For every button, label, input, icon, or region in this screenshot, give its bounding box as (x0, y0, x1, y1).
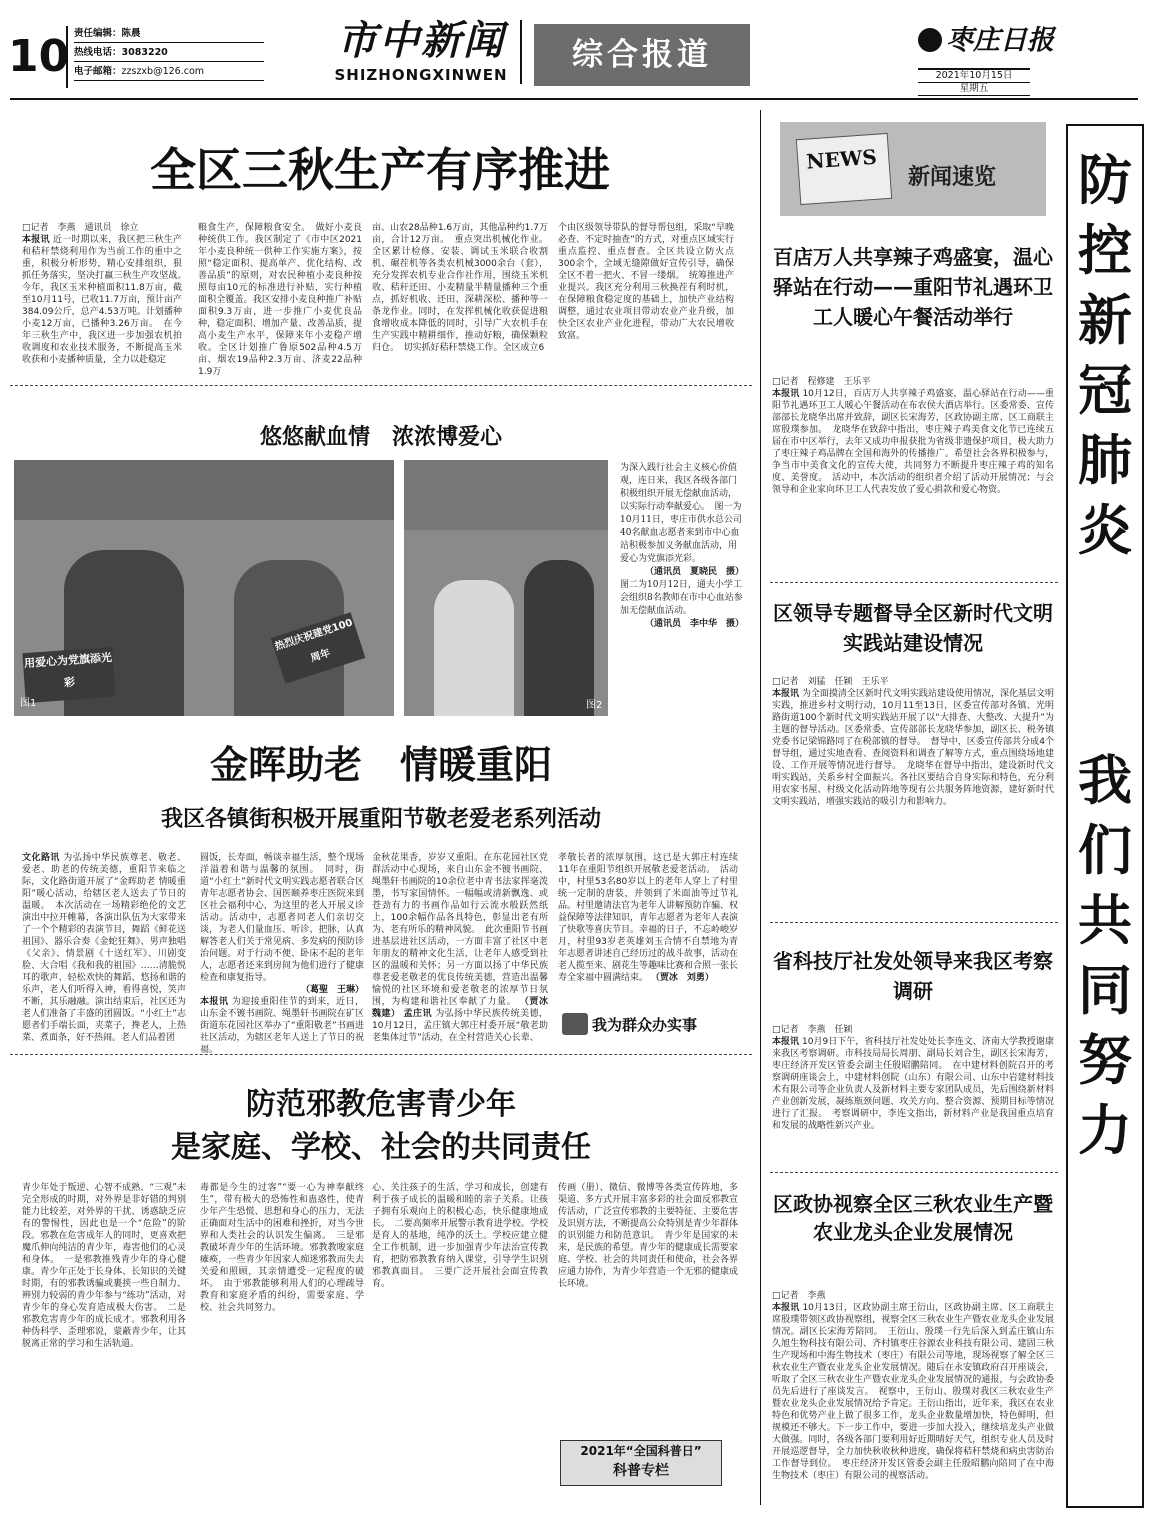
brand-pinyin: SHIZHONGXINWEN (334, 66, 508, 84)
story2-subhead: 我区各镇街积极开展重阳节敬老爱老系列活动 (160, 807, 601, 832)
paper-logo-icon (918, 28, 942, 52)
story3-col2: 毒都是今生的过客”“要一心为神奉献终生”，带有极大的恐怖性和蛊惑性，使青少年产生恐慌、思想和身心的压力，无法正确面对生活中的困难和挫折，对当今世界和人类社会的认识发生偏离。 三是邪教破坏青少年的生活环境。邪教教唆家庭瘫痪，一些青少年因家人痴迷邪教而失去关爱和照顾，其亲情遭受一定程度的破坏。 由于邪教能够利用人们的心理疏导教育和家庭矛盾的纠纷，需要家庭、学校、社会共同努力。 (200, 1183, 364, 1313)
news-item4-headline: 区政协视察全区三秋农业生产暨农业龙头企业发展情况 (773, 1192, 1053, 1244)
page-number: 10 (8, 26, 68, 88)
brand-logo (326, 16, 516, 84)
slogan-char: 冠 (1078, 359, 1132, 422)
slogan-char: 同 (1078, 959, 1132, 1022)
story2-col3 (372, 852, 557, 1044)
masthead-info (74, 26, 264, 83)
news-item1-text: 10月12日，百店万人共享辣子鸡盛宴，温心驿站在行动——重阳节礼遇环卫工人暖心午餐活动在布农侯大酒店举行。区委常委、宣传部部长龙晓华出席并致辞，副区长宋海芳，区政协副主席、区工商联主席殷璞参加。 龙晓华在致辞中指出，枣庄辣子鸡美食文化节已连续五届在市中区举行，去年又成功申报获批为省级非遗保护项目，极大助力了枣庄辣子鸡品牌在全国和海外的传播推广。希望社会各界积极参与，争当市中美食文化的宣传大使，共同努力不断提升枣庄辣子鸡的知名度、美誉度。 活动中，本次活动的组织者介绍了活动开展情况；与会领导和企业家向环卫工人代表发放了爱心捐款和爱心物资。 (772, 389, 1054, 495)
story3-headline1: 防范邪教危害青少年 (246, 1087, 516, 1122)
slogan-char: 力 (1078, 1099, 1132, 1162)
story1-col2: 粮食生产，保障粮食安全。 做好小麦良种统供工作。我区制定了《市中区2021年小麦良种统一供种工作实施方案》，按照“稳定面积、提高单产、优化结构、改善品质”的原则，对农民种植小麦良种按照每亩10元的标准进行补贴，实行种植面积全覆盖。我区安排小麦良种推广补贴面积9.3万亩，进一步推广小麦优良品种，稳定面积、增加产量、改善品质，提高小麦生产水平，保障来年小麦稳产增收。全区计划推广鲁原502品种4.5万亩、烟农19品种2.3万亩、济麦22品种1.9万 (198, 223, 362, 377)
story1-text1: 近一时期以来，我区把三秋生产和秸秆禁烧利用作为当前工作的重中之重，积极分析形势，精心安排组织，狠抓任务落实，坚决打赢三秋生产攻坚战。 今年，我区玉米种植面积11.8万亩，截至10月11号，已收11.7万亩，预计亩产384.09公斤，总产4.53万吨。计划播种小麦12万亩，已播种3.26万亩。 在今年三秋生产中，我区进一步加强农机拍收调度和农业技术服务，不断提高玉米收获和小麦播种质量，全力以赴稳定 (22, 235, 192, 365)
caption-credit2: （通讯员 李中华 摄） (644, 619, 744, 629)
editor-label: 责任编辑： (74, 28, 122, 39)
editor-name: 陈晨 (121, 28, 141, 39)
story1-byline: □记者 李燕 通讯员 徐立 (22, 223, 139, 233)
story1-col3: 亩、山农28品种1.6万亩，其他品种约1.7万亩，合计12万亩。 重点突出机械化作业。全区累计检修、安装、调试玉米联合收割机、碾茬机等各类农机械3000余台（套），充分发挥农机专业合作社作用，围绕玉米机收、秸秆还田、小麦精量半精量播种三个重点，抓好机收、还田、深耕深松、播种等一条龙作业。同时，在发挥机械化收获促进粮食增收成本降低的同时，引导广大农机手在生产实践中精耕细作，推动好粮，确保颗粒归仓。 切实抓好秸秆禁烧工作。全区成立6 (372, 223, 548, 353)
paper-logo (918, 24, 1128, 58)
brand-cn: 市中新闻 (337, 17, 505, 64)
kepu-badge (560, 1440, 722, 1486)
news-item1-body (772, 376, 1054, 572)
news-label: NEWS (805, 144, 878, 174)
email: zzszxb@126.com (121, 66, 205, 77)
slogan-char: 炎 (1078, 499, 1132, 562)
slogan-char: 控 (1078, 219, 1132, 282)
photo-1 (14, 460, 394, 716)
story2-badge (562, 1010, 738, 1040)
header-rule (10, 98, 1138, 100)
story2-lead1: 文化路讯 (22, 853, 60, 863)
kepu-line2: 科普专栏 (613, 1463, 669, 1479)
story2-col4 (558, 852, 738, 1002)
news-item2-text: 为全面摸清全区新时代文明实践站建设使用情况，深化基层文明实践，推进乡村文明行动，10月11至13日，区委宣传部对各镇、光明路街道100个新时代文明实践站开展了以“大排查、大整改、大提升”为主题的督导活动。区委常委、宣传部部长龙晓华参加，副区长、税务镇党委书记梁锦路同了在税部镇的督导。 督导中，区委宣传部共分成4个督导组，通过实地查看、查阅资料和调查了解等方式，重点围绕场地建设、工作开展等情况进行督导。 龙晓华在督导中指出，建设新时代文明实践站，关系乡村全面振兴。各社区要结合自身实际和特色，充分利用农家书屋、村级文化活动阵地等现有公共服务阵地资源，建好新时代文明实践站，增强实践站的吸引力和影响力。 (772, 689, 1054, 807)
story2-headline: 金晖助老 情暖重阳 (209, 743, 552, 787)
vertical-slogan (1066, 124, 1144, 1508)
news-item3-lead: 本报讯 (772, 1037, 800, 1047)
story2-credit4: （贾冰 魏建） (372, 997, 557, 1019)
divider (770, 922, 1058, 923)
news-item2-lead: 本报讯 (772, 689, 800, 699)
news-title: 新闻速览 (908, 165, 997, 190)
slogan-char: 肺 (1078, 429, 1132, 492)
divider (770, 582, 1058, 583)
news-item3-body (772, 1024, 1054, 1164)
hotline: 3083220 (121, 47, 168, 58)
story2-text6: 孝敬长者的浓厚氛围，这已是大郭庄村连续11年在重阳节组织开展敬老爱老活动。 活动中，村里53名80岁以上的老年人穿上了村里统一定制的唐装，并领到了米面油等过节礼品。村里邀请法官为老年人讲解预防诈骗、权益保障等法律知识，青年志愿者为老年人表演了快歌等喜庆节目。幸福的日子，不忘岭峻岁月，村里93岁老英雄刘玉合情不自禁地为青年志愿者讲述自己经历过的战斗故事，活动在老人揽至来、剧花生等趣味比赛和合照一张长寿全家福中圆满结束。 (558, 853, 739, 983)
photo-story-headline: 悠悠献血情 浓浓博爱心 (259, 425, 502, 450)
section-title: 综合报道 (534, 24, 750, 86)
photo2-tag: 图2 (586, 700, 603, 711)
story2-text1: 为弘扬中华民族尊老、敬老、爱老、助老的传统美德，重阳节来临之际，文化路街道开展了“金晖助老 情暖重阳”暖心活动，给辖区老人送去了节日的温暖。 本次活动在一场精彩绝伦的文艺演出中拉开帷幕，各演出队伍为大家带来了一个个精彩的表演节目，舞蹈《鲜花送祖国》、器乐合奏《金蛇狂舞》、男声独唱《父亲》、情景剧《十送红军》、川剧变脸、大合唱《我和我的祖国》……清脆悦耳的歌声、轻松欢快的舞蹈、悠扬和谐的乐声，老人们听得入神，看得喜悦，笑声不断，其乐融融。演出结束后，社区还为老人们准备了丰盛的团圆饭。“小红土”志愿者们手端长面，夹菜子，搀老人，上热菜、煮面条，好不热闹。老人们品着团 (22, 853, 186, 1043)
story2-credit2: （葛聖 王琳） (300, 985, 364, 995)
story3-col1: 青少年处于叛逆、心智不成熟、“三观”未完全形成的时期，对外界是非好错的判别能力比较差，对外界的干扰、诱惑缺乏应有的警惕性，因此也是一个“危险”的阶段。邪教在危害成年人的同时，更喜欢把魔爪伸向纯洁的青少年，毒害他们的心灵和身体。 一是邪教推残青少年的身心健康。青少年正处于长身体、长知识的关键时期，有的邪教诱骗或裹挟一些自制力、辨别力较弱的青少年参与“练功”活动，对青少年的身心发育造成极大伤害。 二是邪教危害青少年的成长成才。邪教利用各种伪科学、歪理邪说，蒙蔽青少年，让其脱离正常的学习和生活轨道。 (22, 1183, 186, 1349)
news-item4-text: 10月13日，区政协副主席王衍山，区政协副主席、区工商联主席殷璞带领区政协视察组，视察全区三秋农业生产暨农业龙头企业发展情况。副区长宋海芳陪同。 王衍山、殷璞一行先后深入到孟庄镇山东久旭生物科技有限公司、齐村镇枣庄谷源农业科技有限公司、建固三秋生产现场和中海生物技术（枣庄）有限公司等地，现场视察了解全区三秋农业生产暨农业龙头企业发展情况。随后在永安镇政府召开座谈会，听取了全区三秋农业生产暨农业龙头企业发展情况的通报，与会政协委员先后进行了座谈发言。 视察中，王衍山、殷璞对我区三秋农业生产暨农业龙头企业发展情况给予肯定。王衍山指出，近年来，我区在农业特色和优势产业上做了很多工作，龙头企业数量增加快，特色鲜明，但规模还不够大。下一步工作中，要进一步加大投入，继续培龙头产业做大做强。同时，各级各部门要利用好近期晴好天气，组织专业人员及时开展巡逻督导，全力加快秋收秋种进度，确保将秸秆禁烧和病虫害防治工作督导到位。 枣庄经济开发区管委会副主任殷昭鹏向陪同了在中海生物技术（枣庄）有限公司的视察活动。 (772, 1303, 1054, 1481)
caption-text2: 图二为10月12日，通夫小学工会组织8名教师在市中心血站参加无偿献血活动。 (620, 580, 743, 616)
paper-name: 枣庄日报 (946, 25, 1054, 56)
news-item1-byline: □记者 程修建 王乐平 (772, 377, 871, 387)
email-label: 电子邮箱： (74, 66, 122, 77)
story2-text5: 为弘扬中华民族传统美德，10月12日，孟庄镇大郭庄村委开展“敬老助老集体过节”活动，在全村营造关心长辈、 (372, 1009, 548, 1043)
photo1-tag: 图1 (20, 698, 37, 709)
caption-credit1: （通讯员 夏晓民 摄） (644, 567, 744, 577)
caption-text: 为深入践行社会主义核心价值观，连日来，我区各级各部门积极组织开展无偿献血活动，以实际行动奉献爱心。 图一为10月11日，枣庄市供水总公司40名献血志愿者来到市中心血站积极参加义务献血活动，用爱心为党旗添光彩。 (620, 463, 742, 564)
hotline-label: 热线电话： (74, 47, 122, 58)
story2-badge-text: 我为群众办实事 (592, 1016, 698, 1034)
divider (10, 385, 752, 387)
story1-col4: 个由区级领导带队的督导帮包组，采取“早晚必查、不定时抽查”的方式，对重点区域实行重点监控、重点督查。全区共设立防火点300余个，全域无缝隙做好宣传引导，确保全区不着一把火、不冒一缕烟。 统筹推进产业提兴。我区充分利用三秋换茬有利时机，在保障粮食稳定度的基础上，加快产业结构调整，通过农业项目带动农业产业升级，加快全区农业产业化进程，带动广大农民增收致富。 (558, 223, 734, 341)
story2-credit6: （贾冰 刘勇） (650, 973, 714, 983)
story2-text4: 金秋花果香，岁岁又重阳。在东花园社区党群活动中心现场，来自山东金不镀书画院、绳墨轩书画院的10余位老中青书法家挥毫泼墨，书写家国情怀。一幅幅或清新飘逸、或苍劲有力的书画作品如行云流水般跃然纸上，100余幅作品各具特色，彰显出老有所为、老有所乐的精神风貌。 此次重阳节书画进基层进社区活动，一方面丰富了社区中老年朋友的精神文化生活，让老年人感受到社区的温暖和关怀；另一方面以扬了中华民族尊老爱老敬老的优良传统美德，营造出温馨愉悦的社区环境和爱老敬老的浓厚节日氛围，为构建和谐社区奉献了力量。 (372, 853, 548, 1007)
news-item3-headline: 省科技厅社发处领导来我区考察调研 (773, 949, 1053, 1003)
people-icon (562, 1013, 588, 1035)
story2-lead5: 孟庄讯 (403, 1009, 432, 1019)
story3-col3: 心、关注孩子的生活、学习和成长，创建有利于孩子成长的温暖和睦的亲子关系。让孩子拥有乐观向上的积极心态，快乐健康地成长。 二要高频率开展警示教育进学校。学校是育人的基地，纯净的沃土。学校应建立健全工作机制，进一步加强青少年法治宣传教育，把防邪教教育纳入课堂，引导学生识别邪教真面目。 三要广泛开展社会面宣传教育。 (372, 1183, 548, 1289)
story1-headline: 全区三秋生产有序推进 (150, 143, 610, 197)
kepu-line1: 2021年“全国科普日” (580, 1444, 702, 1458)
photo1-sign2: 热烈庆祝建党100周年 (271, 612, 366, 684)
paper-date (918, 68, 1030, 96)
news-item2-byline: □记者 刘猛 任颖 王乐平 (772, 677, 889, 687)
story2-col1 (22, 852, 186, 1044)
story2-col2 (200, 852, 364, 1055)
slogan-char: 努 (1078, 1029, 1132, 1092)
story2-text2: 圆饭，长寿面，畅谈幸福生活，整个现场洋溢着和谐与温馨的氛围。 同时，街道“小红土”新时代文明实践志愿者联合区青年志愿者协会、国医颐养枣庄医院来到区社会福利中心，为这里的老人开展义诊活动。活动中，志愿者同老人们亲切交谈，为老人们量血压、听诊、把脉，认真解答老人们关于常见病、多发病的预防诊治问题。对于行动不便、卧床不起的老年人，志愿者还来到房间为他们进行了健康检查和康复指导。 (200, 853, 364, 983)
news-item4-body (772, 1290, 1054, 1504)
divider (770, 1172, 1058, 1173)
story1-col1 (22, 222, 192, 382)
column-divider (760, 110, 761, 1505)
slogan-char: 我 (1078, 749, 1132, 812)
news-item2-body (772, 676, 1054, 912)
news-item1-headline: 百店万人共享辣子鸡盛宴，温心驿站在行动——重阳节礼遇环卫工人暖心午餐活动举行 (773, 245, 1053, 329)
divider (10, 1054, 752, 1056)
news-item3-byline: □记者 李燕 任颖 (772, 1025, 853, 1035)
story2-text3: 为迎接重阳佳节的到来，近日，山东金不镀书画院、绳墨轩书画院在矿区街道东花园社区举办了“重阳敬老”书画进社区活动，为辖区老年人送上了节日的祝福。 (200, 997, 364, 1055)
weekday: 星期五 (918, 82, 1030, 95)
date: 2021年10月15日 (935, 70, 1013, 81)
story3-col4: 传画（册）、微信、微博等各类宣传阵地，多渠道、多方式开展丰富多彩的社会面反邪教宣传活动，广泛宣传邪教的主要特征、主要危害及识别方法，不断提高公众特别是青少年群体的识别能力和防范意识。 青少年是国家的未来，是民族的希望。青少年的健康成长需要家庭、学校、社会的共同责任和使命，社会各界应通力协作，为青少年营造一个无邪的健康成长环境。 (558, 1183, 739, 1289)
slogan-char: 们 (1078, 819, 1132, 882)
photo1-sign1: 用爱心为党旗添光彩 (22, 647, 115, 703)
slogan-char: 共 (1078, 889, 1132, 952)
news-item3-text: 10月9日下午，省科技厅社发处处长李连文、济南大学教授谢康来我区考察调研。市科技局局长周朋、副局长刘合生，副区长宋海芳，枣庄经济开发区管委会副主任殷昭鹏陪同。 在中建材料创院召开的考察调研座谈会上，中建材料创院（山东）有限公司、山东中岩建材料技术有限公司等企业负责人及新材料主要专家团队成员，先后围绕新材料产业创新发展，凝练瓶颈问题、攻关方向、整合资源、预期目标等情况进行了汇报。 考察调研中，李连文指出，新材料产业是我国重点培育和发展的战略性新兴产业。 (772, 1037, 1054, 1131)
story3-headline2: 是家庭、学校、社会的共同责任 (171, 1130, 591, 1165)
news-item2-headline: 区领导专题督导全区新时代文明实践站建设情况 (773, 601, 1053, 655)
photo-2 (404, 460, 608, 716)
news-banner (780, 122, 1046, 216)
news-item1-lead: 本报讯 (772, 389, 800, 399)
brand-divider (520, 20, 522, 84)
newspaper-icon (796, 133, 892, 205)
story2-lead3: 本报讯 (200, 997, 229, 1007)
slogan-char: 防 (1078, 149, 1132, 212)
news-item4-byline: □记者 李燕 (772, 1291, 826, 1301)
story1-lead: 本报讯 (22, 235, 50, 245)
news-item4-lead: 本报讯 (772, 1303, 800, 1313)
photo-caption (620, 462, 744, 712)
slogan-char: 新 (1078, 289, 1132, 352)
